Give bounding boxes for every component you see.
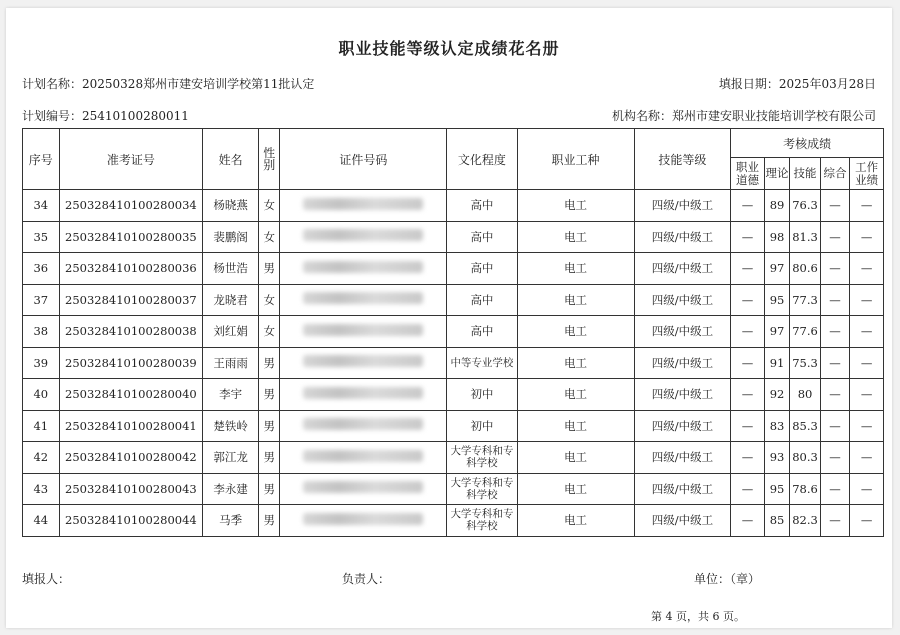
cell-comprehensive: — [820, 410, 850, 442]
header-education: 文化程度 [447, 129, 517, 190]
cell-seq: 36 [23, 253, 60, 285]
cell-comprehensive: — [820, 284, 850, 316]
cell-ethics: — [731, 190, 765, 222]
cell-occupation: 电工 [517, 505, 634, 537]
cell-education: 初中 [447, 410, 517, 442]
responsible-label: 负责人： [342, 572, 391, 586]
table-row [23, 410, 884, 442]
cell-id-no [280, 347, 447, 379]
cell-skill-level: 四级/中级工 [634, 505, 731, 537]
cell-occupation: 电工 [517, 473, 634, 505]
cell-id-no [280, 442, 447, 474]
cell-skill: 77.6 [790, 316, 821, 348]
cell-work-performance: — [850, 190, 884, 222]
cell-skill-level: 四级/中级工 [634, 190, 731, 222]
table-row [23, 284, 884, 316]
cell-skill-level: 四级/中级工 [634, 379, 731, 411]
cell-education: 高中 [447, 316, 517, 348]
cell-education: 高中 [447, 253, 517, 285]
score-table [22, 128, 884, 537]
cell-ethics: — [731, 316, 765, 348]
redacted-id-blur [303, 324, 423, 336]
cell-theory: 91 [764, 347, 789, 379]
cell-skill-level: 四级/中级工 [634, 410, 731, 442]
cell-exam-no: 250328410100280044 [59, 505, 202, 537]
cell-theory: 85 [764, 505, 789, 537]
cell-exam-no: 250328410100280040 [59, 379, 202, 411]
table-row [23, 253, 884, 285]
cell-skill: 77.3 [790, 284, 821, 316]
cell-name: 楚铁岭 [203, 410, 259, 442]
cell-skill-level: 四级/中级工 [634, 473, 731, 505]
header-work-performance: 工作业绩 [850, 158, 884, 190]
cell-skill: 80.6 [790, 253, 821, 285]
redacted-id-blur [303, 292, 423, 304]
cell-skill: 82.3 [790, 505, 821, 537]
plan-name: 计划名称：20250328郑州市建安培训学校第11批认定 [22, 77, 315, 91]
cell-id-no [280, 505, 447, 537]
cell-comprehensive: — [820, 505, 850, 537]
cell-work-performance: — [850, 473, 884, 505]
cell-theory: 95 [764, 284, 789, 316]
cell-work-performance: — [850, 379, 884, 411]
table-row [23, 442, 884, 474]
redacted-id-blur [303, 355, 423, 367]
cell-exam-no: 250328410100280043 [59, 473, 202, 505]
cell-name: 裴鹏阁 [203, 221, 259, 253]
cell-education: 高中 [447, 221, 517, 253]
table-row [23, 190, 884, 222]
header-ethics: 职业道德 [731, 158, 765, 190]
filler-label: 填报人： [22, 572, 71, 586]
table-row [23, 347, 884, 379]
cell-work-performance: — [850, 253, 884, 285]
cell-comprehensive: — [820, 316, 850, 348]
redacted-id-blur [303, 450, 423, 462]
cell-skill: 76.3 [790, 190, 821, 222]
cell-comprehensive: — [820, 190, 850, 222]
cell-seq: 43 [23, 473, 60, 505]
table-row [23, 316, 884, 348]
cell-occupation: 电工 [517, 221, 634, 253]
cell-theory: 89 [764, 190, 789, 222]
cell-seq: 40 [23, 379, 60, 411]
cell-work-performance: — [850, 505, 884, 537]
cell-id-no [280, 284, 447, 316]
cell-gender: 男 [259, 347, 280, 379]
cell-education: 高中 [447, 284, 517, 316]
cell-work-performance: — [850, 284, 884, 316]
cell-occupation: 电工 [517, 253, 634, 285]
cell-exam-no: 250328410100280035 [59, 221, 202, 253]
cell-skill: 80 [790, 379, 821, 411]
cell-seq: 42 [23, 442, 60, 474]
cell-exam-no: 250328410100280034 [59, 190, 202, 222]
cell-occupation: 电工 [517, 379, 634, 411]
header-id-no: 证件号码 [280, 129, 447, 190]
cell-name: 刘红娟 [203, 316, 259, 348]
cell-occupation: 电工 [517, 316, 634, 348]
cell-comprehensive: — [820, 473, 850, 505]
cell-id-no [280, 473, 447, 505]
cell-exam-no: 250328410100280041 [59, 410, 202, 442]
cell-comprehensive: — [820, 379, 850, 411]
cell-name: 杨世浩 [203, 253, 259, 285]
header-theory: 理论 [764, 158, 789, 190]
cell-seq: 38 [23, 316, 60, 348]
header-scores: 考核成绩 [731, 129, 884, 158]
cell-comprehensive: — [820, 347, 850, 379]
cell-seq: 39 [23, 347, 60, 379]
cell-ethics: — [731, 505, 765, 537]
cell-ethics: — [731, 379, 765, 411]
redacted-id-blur [303, 198, 423, 210]
cell-gender: 男 [259, 253, 280, 285]
table-row [23, 473, 884, 505]
cell-theory: 93 [764, 442, 789, 474]
redacted-id-blur [303, 513, 423, 525]
cell-ethics: — [731, 442, 765, 474]
cell-theory: 97 [764, 253, 789, 285]
table-row [23, 221, 884, 253]
header-skill: 技能 [790, 158, 821, 190]
unit-seal-label: 单位：（章） [694, 572, 761, 586]
redacted-id-blur [303, 229, 423, 241]
cell-name: 郭江龙 [203, 442, 259, 474]
table-row [23, 379, 884, 411]
cell-seq: 34 [23, 190, 60, 222]
cell-comprehensive: — [820, 442, 850, 474]
header-name: 姓名 [203, 129, 259, 190]
table-row [23, 505, 884, 537]
cell-id-no [280, 221, 447, 253]
cell-id-no [280, 316, 447, 348]
cell-skill-level: 四级/中级工 [634, 316, 731, 348]
header-seq: 序号 [23, 129, 60, 190]
cell-theory: 83 [764, 410, 789, 442]
cell-comprehensive: — [820, 253, 850, 285]
document-title: 职业技能等级认定成绩花名册 [338, 39, 560, 58]
cell-work-performance: — [850, 347, 884, 379]
cell-id-no [280, 253, 447, 285]
cell-education: 初中 [447, 379, 517, 411]
cell-education: 大学专科和专科学校 [447, 473, 517, 505]
redacted-id-blur [303, 387, 423, 399]
cell-skill-level: 四级/中级工 [634, 253, 731, 285]
cell-ethics: — [731, 410, 765, 442]
cell-gender: 男 [259, 505, 280, 537]
cell-name: 杨晓燕 [203, 190, 259, 222]
cell-exam-no: 250328410100280038 [59, 316, 202, 348]
cell-gender: 女 [259, 316, 280, 348]
header-gender: 性别 [259, 129, 280, 190]
cell-theory: 92 [764, 379, 789, 411]
cell-skill: 75.3 [790, 347, 821, 379]
header-exam-no: 准考证号 [59, 129, 202, 190]
cell-gender: 男 [259, 473, 280, 505]
cell-ethics: — [731, 221, 765, 253]
cell-id-no [280, 379, 447, 411]
cell-gender: 女 [259, 221, 280, 253]
cell-education: 大学专科和专科学校 [447, 505, 517, 537]
cell-skill-level: 四级/中级工 [634, 347, 731, 379]
cell-occupation: 电工 [517, 190, 634, 222]
cell-id-no [280, 190, 447, 222]
cell-exam-no: 250328410100280039 [59, 347, 202, 379]
page-number: 第 4 页，共 6 页。 [651, 610, 745, 623]
cell-occupation: 电工 [517, 410, 634, 442]
cell-skill-level: 四级/中级工 [634, 221, 731, 253]
cell-seq: 35 [23, 221, 60, 253]
cell-theory: 97 [764, 316, 789, 348]
cell-skill: 81.3 [790, 221, 821, 253]
cell-occupation: 电工 [517, 284, 634, 316]
header-skill-level: 技能等级 [634, 129, 731, 190]
redacted-id-blur [303, 481, 423, 493]
cell-exam-no: 250328410100280037 [59, 284, 202, 316]
cell-ethics: — [731, 347, 765, 379]
cell-seq: 37 [23, 284, 60, 316]
cell-gender: 女 [259, 284, 280, 316]
redacted-id-blur [303, 261, 423, 273]
cell-ethics: — [731, 253, 765, 285]
cell-education: 中等专业学校 [447, 347, 517, 379]
cell-skill: 80.3 [790, 442, 821, 474]
cell-work-performance: — [850, 221, 884, 253]
cell-skill-level: 四级/中级工 [634, 284, 731, 316]
plan-number: 计划编号：25410100280011 [22, 109, 189, 123]
cell-skill: 78.6 [790, 473, 821, 505]
cell-ethics: — [731, 473, 765, 505]
cell-education: 大学专科和专科学校 [447, 442, 517, 474]
cell-work-performance: — [850, 316, 884, 348]
cell-work-performance: — [850, 410, 884, 442]
header-occupation: 职业工种 [517, 129, 634, 190]
cell-ethics: — [731, 284, 765, 316]
cell-comprehensive: — [820, 221, 850, 253]
document-page [6, 8, 892, 628]
cell-occupation: 电工 [517, 347, 634, 379]
cell-skill-level: 四级/中级工 [634, 442, 731, 474]
cell-theory: 98 [764, 221, 789, 253]
cell-gender: 男 [259, 442, 280, 474]
cell-name: 王雨雨 [203, 347, 259, 379]
fill-date: 填报日期：2025年03月28日 [718, 77, 876, 91]
cell-name: 李永建 [203, 473, 259, 505]
organization-name: 机构名称：郑州市建安职业技能培训学校有限公司 [611, 109, 876, 123]
cell-id-no [280, 410, 447, 442]
cell-exam-no: 250328410100280042 [59, 442, 202, 474]
cell-theory: 95 [764, 473, 789, 505]
cell-seq: 44 [23, 505, 60, 537]
cell-work-performance: — [850, 442, 884, 474]
cell-gender: 男 [259, 410, 280, 442]
cell-seq: 41 [23, 410, 60, 442]
cell-gender: 女 [259, 190, 280, 222]
cell-name: 马季 [203, 505, 259, 537]
header-comprehensive: 综合 [820, 158, 850, 190]
cell-name: 龙晓君 [203, 284, 259, 316]
cell-education: 高中 [447, 190, 517, 222]
cell-gender: 男 [259, 379, 280, 411]
redacted-id-blur [303, 418, 423, 430]
cell-exam-no: 250328410100280036 [59, 253, 202, 285]
cell-skill: 85.3 [790, 410, 821, 442]
cell-occupation: 电工 [517, 442, 634, 474]
cell-name: 李宇 [203, 379, 259, 411]
